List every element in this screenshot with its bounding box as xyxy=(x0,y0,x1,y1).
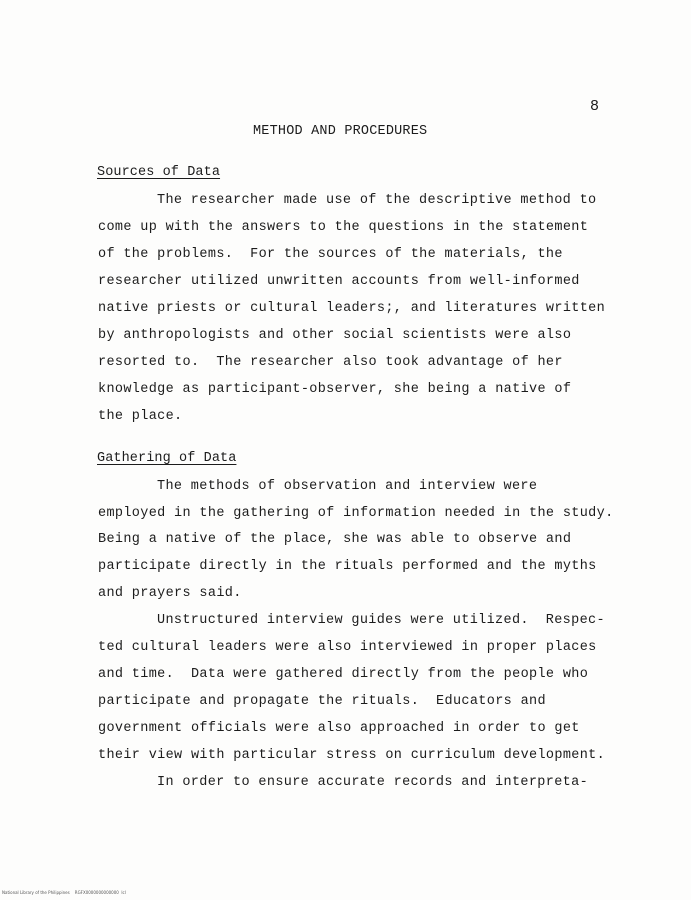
paragraph-line: Unstructured interview guides were utilized. Respec- xyxy=(157,613,605,628)
paragraph-line: participate directly in the rituals performed and the myths xyxy=(98,559,597,574)
paragraph-line: Being a native of the place, she was able to observe and xyxy=(98,532,572,547)
scan-footer-watermark: National Library of the Philippines RGFX0000000000000 lcl xyxy=(2,890,126,895)
paragraph-line: participate and propagate the rituals. Educators and xyxy=(98,694,546,709)
paragraph-line: resorted to. The researcher also took advantage of her xyxy=(98,355,563,370)
paragraph-line: by anthropologists and other social scientists were also xyxy=(98,328,572,343)
paragraph-line: knowledge as participant-observer, she being a native of xyxy=(98,382,572,397)
section-heading-gathering-of-data: Gathering of Data xyxy=(97,451,237,466)
paragraph-line: The researcher made use of the descriptive method to xyxy=(157,193,597,208)
page-number: 8 xyxy=(590,98,600,115)
paragraph-line: employed in the gathering of information needed in the study. xyxy=(98,506,614,521)
paragraph-line: of the problems. For the sources of the materials, the xyxy=(98,247,563,262)
paragraph-line: ted cultural leaders were also interviewed in proper places xyxy=(98,640,597,655)
paragraph-line: come up with the answers to the questions in the statement xyxy=(98,220,589,235)
paragraph-line: native priests or cultural leaders;, and literatures written xyxy=(98,301,606,316)
paragraph-line: In order to ensure accurate records and interpreta- xyxy=(157,775,589,790)
paragraph-line: researcher utilized unwritten accounts from well-informed xyxy=(98,274,580,289)
paragraph-line: and time. Data were gathered directly from the people who xyxy=(98,667,589,682)
paragraph-line: The methods of observation and interview were xyxy=(157,479,538,494)
page-title: METHOD AND PROCEDURES xyxy=(253,124,428,139)
paragraph-line: government officials were also approached in order to get xyxy=(98,721,580,736)
paragraph-line: and prayers said. xyxy=(98,586,242,601)
paragraph-line: their view with particular stress on curriculum development. xyxy=(98,748,606,763)
section-heading-sources-of-data: Sources of Data xyxy=(97,165,221,180)
paragraph-line: the place. xyxy=(98,409,183,424)
